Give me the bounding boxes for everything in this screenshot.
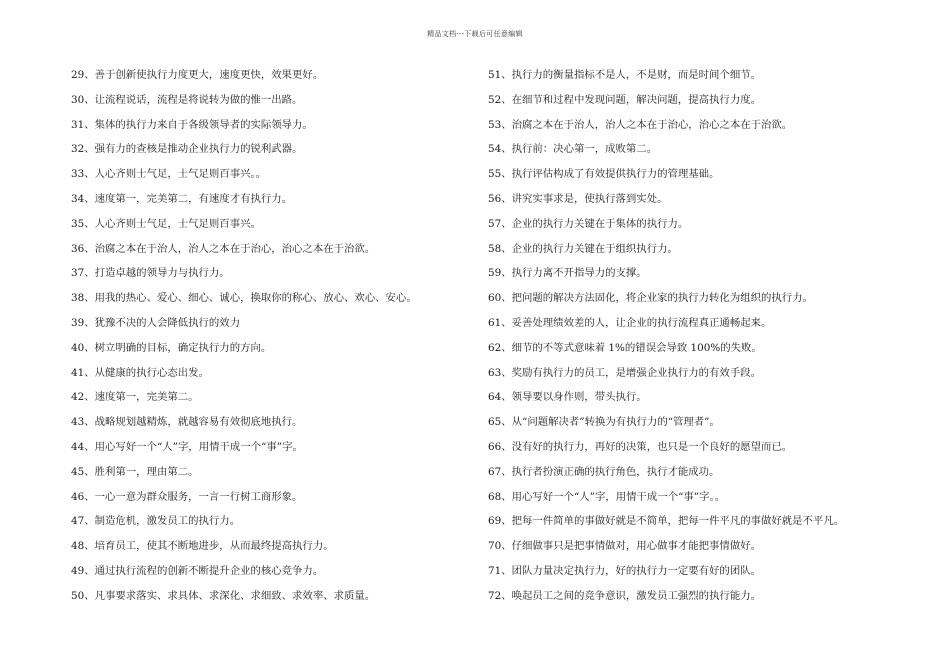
list-item: 40、树立明确的目标，确定执行力的方向。: [71, 341, 272, 354]
list-item: 57、企业的执行力关键在于集体的执行力。: [488, 217, 689, 230]
list-item: 45、胜利第一，理由第二。: [71, 465, 199, 478]
list-item: 68、用心写好一个“人”字，用情干成一个“事”字。。: [488, 490, 726, 503]
list-item: 71、团队力量决定执行力，好的执行力一定要有好的团队。: [488, 564, 761, 577]
list-item: 51、执行力的衡量指标不是人，不是财，而是时间个细节。: [488, 69, 761, 81]
list-item: 62、细节的不等式意味着 1%的错误会导致 100%的失败。: [488, 341, 762, 354]
list-item: 48、培育员工，使其不断地进步，从而最终提高执行力。: [71, 540, 334, 553]
list-item: 64、领导要以身作则，带头执行。: [488, 391, 647, 404]
list-item: 29、善于创新使执行力度更大，速度更快，效果更好。: [71, 69, 324, 81]
list-item: 42、速度第一，完美第二。: [71, 391, 199, 404]
list-item: 36、治腐之本在于治人，治人之本在于治心，治心之本在于治欲。: [71, 242, 376, 255]
list-item: 55、执行评估构成了有效提供执行力的管理基础。: [488, 168, 720, 181]
list-item: 66、没有好的执行力，再好的决策，也只是一个良好的愿望而已。: [488, 440, 793, 453]
list-item: 69、把每一件简单的事做好就是不简单，把每一件平凡的事做好就是不平凡。: [488, 515, 845, 528]
list-item: 39、犹豫不决的人会降低执行的效力: [71, 316, 241, 329]
list-item: 44、用心写好一个“人”字，用情干成一个“事”字。: [71, 440, 303, 453]
list-item: 32、强有力的查核是推动企业执行力的锐利武器。: [71, 143, 303, 156]
list-item: 35、人心齐则士气足，士气足则百事兴。: [71, 217, 261, 230]
list-item: 47、制造危机，激发员工的执行力。: [71, 515, 241, 528]
list-item: 37、打造卓越的领导力与执行力。: [71, 267, 230, 280]
right-column-list: [488, 64, 908, 610]
list-item: 43、战略规划越精炼，就越容易有效彻底地执行。: [71, 416, 303, 429]
list-item: 33、人心齐则士气足，士气足则百事兴。。: [71, 168, 267, 181]
list-item: 52、在细节和过程中发现问题，解决问题，提高执行力度。: [488, 93, 761, 106]
list-item: 56、讲究实事求是，使执行落到实处。: [488, 192, 668, 205]
list-item: 65、从“问题解决者”转换为有执行力的“管理者”。: [488, 416, 720, 429]
list-item: 30、让流程说话，流程是将说转为做的惟一出路。: [71, 93, 303, 106]
list-item: 49、通过执行流程的创新不断提升企业的核心竞争力。: [71, 564, 324, 577]
list-item: 54、执行前：决心第一，成败第二。: [488, 143, 658, 156]
list-item: 53、治腐之本在于治人，治人之本在于治心，治心之本在于治欲。: [488, 118, 793, 131]
list-item: 38、用我的热心、爱心、细心、诚心，换取你的称心、放心、欢心、安心。: [71, 292, 417, 305]
left-column-list: [71, 64, 471, 610]
list-item: 41、从健康的执行心态出发。: [71, 366, 209, 379]
list-item: 70、仔细做事只是把事情做对，用心做事才能把事情做好。: [488, 540, 761, 553]
list-item: 61、妥善处理绩效差的人，让企业的执行流程真正通畅起来。: [488, 316, 772, 329]
list-item: 50、凡事要求落实、求具体、求深化、求细致、求效率、求质量。: [71, 589, 376, 602]
list-item: 31、集体的执行力来自于各级领导者的实际领导力。: [71, 118, 313, 131]
list-item: 46、一心一意为群众服务，一言一行树工商形象。: [71, 490, 303, 503]
list-item: 63、奖励有执行力的员工，是增强企业执行力的有效手段。: [488, 366, 761, 379]
list-item: 60、把问题的解决方法固化，将企业家的执行力转化为组织的执行力。: [488, 292, 813, 305]
list-item: 67、执行者扮演正确的执行角色，执行才能成功。: [488, 465, 720, 478]
list-item: 58、企业的执行力关键在于组织执行力。: [488, 242, 678, 255]
list-item: 59、执行力离不开指导力的支撑。: [488, 267, 647, 280]
list-item: 34、速度第一，完美第二，有速度才有执行力。: [71, 192, 293, 205]
list-item: 72、唤起员工之间的竞争意识，激发员工强烈的执行能力。: [488, 589, 761, 602]
page-header: 精品文档---下载后可任意编辑: [427, 30, 523, 38]
